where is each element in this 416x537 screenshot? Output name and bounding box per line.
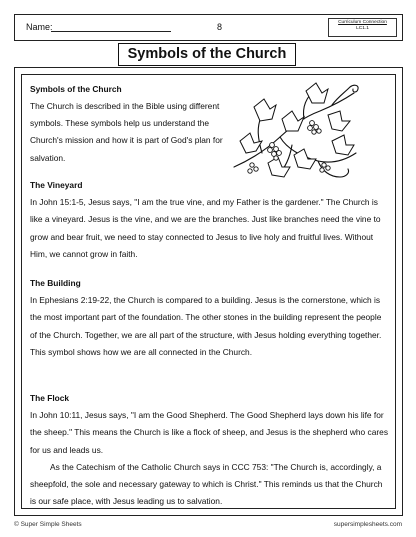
name-header-box bbox=[14, 14, 403, 41]
intro-text: The Church is described in the Bible using different symbols. These symbols help us understand the Church's mission and how it is part of God's plan for salvation. bbox=[30, 101, 223, 163]
footer-copyright: © Super Simple Sheets bbox=[14, 521, 82, 528]
intro-heading: Symbols of the Church bbox=[30, 84, 122, 94]
curriculum-connection-box bbox=[328, 18, 397, 37]
page-title: Symbols of the Church bbox=[118, 43, 296, 66]
section-paragraph: In John 10:11, Jesus says, "I am the Good Shepherd. The Good Shepherd lays down his life for the sheep." This means the Church is like a flock of sheep, and Jesus is the shepherd who cares for us and leads us. bbox=[30, 410, 389, 455]
page-number: 8 bbox=[217, 22, 223, 32]
section-flock bbox=[30, 390, 390, 510]
curriculum-title: Curriculum Connection bbox=[338, 20, 387, 25]
section-paragraph: In John 15:1-5, Jesus says, "I am the true vine, and my Father is the gardener." The Church is like a vineyard. Jesus is the vine, and we are the branches. Just like branches need the vine to grow and bear fruit, we need to stay connected to Jesus to live holy and fruitful lives. Without Him, we cannot grow in faith. bbox=[30, 197, 381, 259]
section-heading: The Building bbox=[30, 278, 81, 288]
name-label: Name: bbox=[26, 22, 53, 32]
section-vineyard bbox=[30, 177, 390, 263]
section-paragraph: As the Catechism of the Catholic Church says in CCC 753: "The Church is, accordingly, a sheepfold, the sole and necessary gateway to which is Christ." This reminds us that the Church is our safe place, with Jesus leading us to salvation. bbox=[30, 461, 383, 507]
footer-website: supersimplesheets.com bbox=[333, 521, 402, 528]
name-write-line[interactable] bbox=[51, 31, 171, 32]
section-building bbox=[30, 275, 390, 361]
section-heading: The Vineyard bbox=[30, 180, 83, 190]
grapevine-illustration bbox=[232, 79, 368, 184]
curriculum-code: LC1.1 bbox=[356, 26, 369, 32]
section-paragraph: In Ephesians 2:19-22, the Church is compared to a building. Jesus is the cornerstone, which is the most important part of the foundation. The other stones in the building represent the people of the Church. Together, we are all part of the structure, with Jesus holding everything together. This symbol shows how we are all connected in the Church. bbox=[30, 295, 382, 357]
section-heading: The Flock bbox=[30, 393, 70, 403]
